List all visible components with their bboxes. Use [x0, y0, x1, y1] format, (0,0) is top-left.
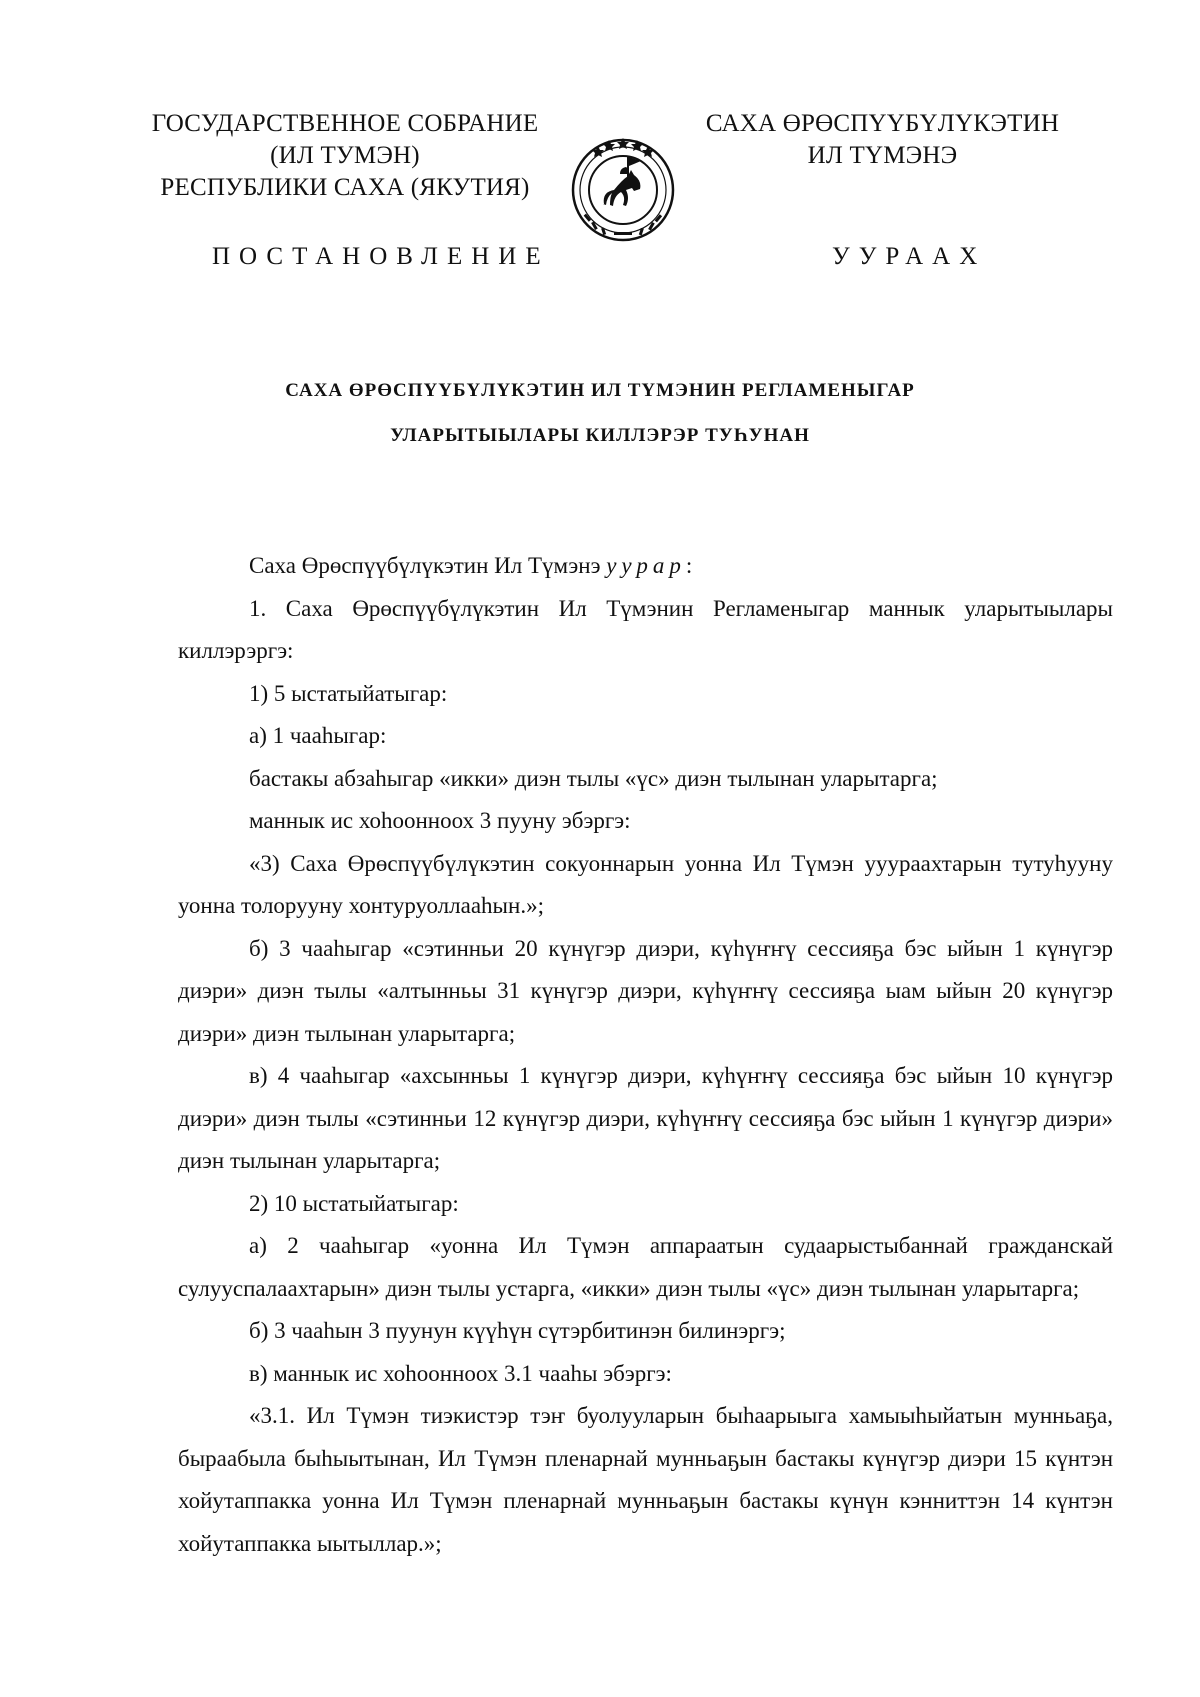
paragraph: в) 4 чааһыгар «ахсынньы 1 күнүгэр диэри, күһүҥҥү сессияҕа бэс ыйын 10 күнүгэр диэри» диэн тылы «сэтинньи 12 күнүгэр диэри, күһүҥҥү сессияҕа бэс ыйын 1 күнүгэр диэри» диэн тылынан уларытарга; [178, 1063, 1113, 1173]
intro-paragraph [178, 545, 1113, 588]
doc-type-left: ПОСТАНОВЛЕНИЕ [212, 243, 550, 270]
paragraph: маннык ис хоһоонноох 3 пууну эбэргэ: [249, 808, 631, 833]
republic-emblem-icon [568, 130, 678, 245]
paragraph: в) маннык ис хоһоонноох 3.1 чааһы эбэргэ: [249, 1360, 672, 1386]
document-body [178, 545, 1113, 1565]
header-right-line-2: ИЛ ТҮМЭНЭ [807, 142, 958, 169]
intro-text: Саха Өрөспүүбүлүкэтин Ил Түмэнэ [249, 553, 607, 578]
paragraph: «3.1. Ил Түмэн тиэкистэр тэҥ буолууларын быһаарыыга хамыыһыйатын мунньаҕа, быраабыла быһыытынан, Ил Түмэн пленарнай мунньаҕын бастакы күнүгэр диэри 15 күнтэн хойутаппакка уонна Ил Түмэн пленарнай мунньаҕын бастакы күнүн кэнниттэн 14 күнтэн хойутаппакка ыытыллар.»; [178, 1403, 1113, 1556]
paragraph: бастакы абзаһыгар «икки» диэн тылы «үс» диэн тылынан уларытарга; [249, 765, 938, 791]
document-title-line-2: УЛАРЫТЫЫЛАРЫ КИЛЛЭРЭР ТУҺУНАН [390, 425, 810, 446]
intro-end: : [685, 553, 693, 578]
paragraph: а) 2 чааһыгар «уонна Ил Түмэн аппараатын судаарыстыбаннай гражданскай сулууспалаахтарын» диэн тылы устарга, «икки» диэн тылы «үс» диэн тылынан уларытарга; [178, 1233, 1113, 1301]
header-right-line-1: САХА ӨРӨСПҮҮБҮЛҮКЭТИН [705, 110, 1060, 137]
intro-verb: уурар [606, 553, 686, 578]
paragraph: а) 1 чааһыгар: [249, 723, 387, 748]
paragraph: б) 3 чааһыгар «сэтинньи 20 күнүгэр диэри, күһүҥҥү сессияҕа бэс ыйын 1 күнүгэр диэри» диэн тылы «алтынньы 31 күнүгэр диэри, күһүҥҥү сессияҕа ыам ыйын 20 күнүгэр диэри» диэн тылынан уларытарга; [178, 935, 1113, 1046]
header-left-line-1: ГОСУДАРСТВЕННОЕ СОБРАНИЕ [151, 110, 539, 137]
paragraph: 1. Саха Өрөспүүбүлүкэтин Ил Түмэнин Регламеныгар маннык уларытыылары киллэрэргэ: [178, 595, 1113, 663]
header-left-line-3: РЕСПУБЛИКИ САХА (ЯКУТИЯ) [160, 174, 530, 201]
paragraph: «3) Саха Өрөспүүбүлүкэтин сокуоннарын уонна Ил Түмэн ууураахтарын тутуһууну уонна толорууну хонтуруоллааһын.»; [178, 850, 1113, 918]
doc-type-right: УУРААХ [832, 243, 987, 270]
document-title-line-1: САХА ӨРӨСПҮҮБҮЛҮКЭТИН ИЛ ТҮМЭНИН РЕГЛАМЕНЫГАР [285, 380, 915, 401]
paragraph: б) 3 чааһын 3 пуунун күүһүн сүтэрбитинэн билинэргэ; [249, 1318, 786, 1343]
header-left-line-2: (ИЛ ТУМЭН) [270, 142, 420, 169]
paragraph: 1) 5 ыстатыйатыгар: [249, 680, 448, 706]
paragraph: 2) 10 ыстатыйатыгар: [249, 1190, 459, 1216]
header-left [140, 108, 550, 204]
header-right [705, 108, 1060, 172]
